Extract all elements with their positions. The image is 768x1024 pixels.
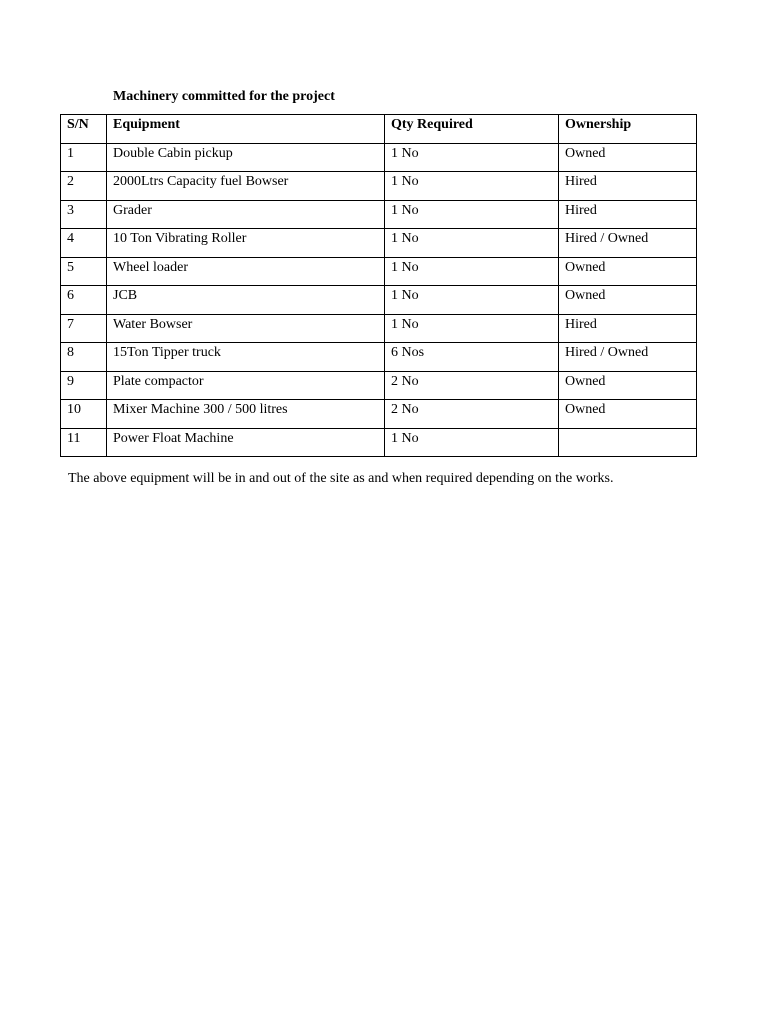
cell-qty: 1 No <box>385 229 559 258</box>
cell-ownership: Hired <box>559 200 697 229</box>
cell-equipment: Plate compactor <box>107 371 385 400</box>
cell-equipment: Power Float Machine <box>107 428 385 457</box>
cell-qty: 1 No <box>385 172 559 201</box>
cell-ownership: Hired <box>559 314 697 343</box>
cell-ownership: Hired / Owned <box>559 343 697 372</box>
cell-qty: 1 No <box>385 286 559 315</box>
table-row <box>61 143 697 172</box>
cell-equipment: Mixer Machine 300 / 500 litres <box>107 400 385 429</box>
cell-qty: 1 No <box>385 143 559 172</box>
table-header-row <box>61 115 697 144</box>
header-ownership: Ownership <box>559 115 697 144</box>
cell-sn: 11 <box>61 428 107 457</box>
table-row <box>61 400 697 429</box>
table-row <box>61 229 697 258</box>
cell-equipment: Water Bowser <box>107 314 385 343</box>
table-row <box>61 172 697 201</box>
cell-qty: 1 No <box>385 257 559 286</box>
table-caption: Machinery committed for the project <box>113 89 335 104</box>
cell-sn: 10 <box>61 400 107 429</box>
cell-qty: 1 No <box>385 314 559 343</box>
cell-ownership: Hired / Owned <box>559 229 697 258</box>
header-equipment: Equipment <box>107 115 385 144</box>
cell-ownership: Owned <box>559 400 697 429</box>
table-row <box>61 286 697 315</box>
footnote-text: The above equipment will be in and out of the site as and when required depending on the works. <box>68 471 614 486</box>
cell-qty: 1 No <box>385 428 559 457</box>
cell-qty: 2 No <box>385 400 559 429</box>
machinery-table <box>60 114 697 457</box>
header-qty-required: Qty Required <box>385 115 559 144</box>
cell-ownership <box>559 428 697 457</box>
cell-sn: 8 <box>61 343 107 372</box>
cell-sn: 3 <box>61 200 107 229</box>
cell-qty: 1 No <box>385 200 559 229</box>
cell-equipment: 2000Ltrs Capacity fuel Bowser <box>107 172 385 201</box>
cell-equipment: JCB <box>107 286 385 315</box>
cell-ownership: Hired <box>559 172 697 201</box>
cell-sn: 7 <box>61 314 107 343</box>
cell-qty: 6 Nos <box>385 343 559 372</box>
cell-ownership: Owned <box>559 257 697 286</box>
table-row <box>61 200 697 229</box>
cell-ownership: Owned <box>559 286 697 315</box>
cell-sn: 4 <box>61 229 107 258</box>
cell-equipment: 10 Ton Vibrating Roller <box>107 229 385 258</box>
cell-qty: 2 No <box>385 371 559 400</box>
cell-sn: 2 <box>61 172 107 201</box>
cell-sn: 1 <box>61 143 107 172</box>
table-row <box>61 428 697 457</box>
cell-ownership: Owned <box>559 371 697 400</box>
header-sn: S/N <box>61 115 107 144</box>
table-row <box>61 343 697 372</box>
table-row <box>61 371 697 400</box>
cell-equipment: Grader <box>107 200 385 229</box>
cell-equipment: 15Ton Tipper truck <box>107 343 385 372</box>
cell-sn: 9 <box>61 371 107 400</box>
cell-sn: 5 <box>61 257 107 286</box>
table-row <box>61 257 697 286</box>
cell-ownership: Owned <box>559 143 697 172</box>
table-row <box>61 314 697 343</box>
cell-sn: 6 <box>61 286 107 315</box>
cell-equipment: Wheel loader <box>107 257 385 286</box>
cell-equipment: Double Cabin pickup <box>107 143 385 172</box>
